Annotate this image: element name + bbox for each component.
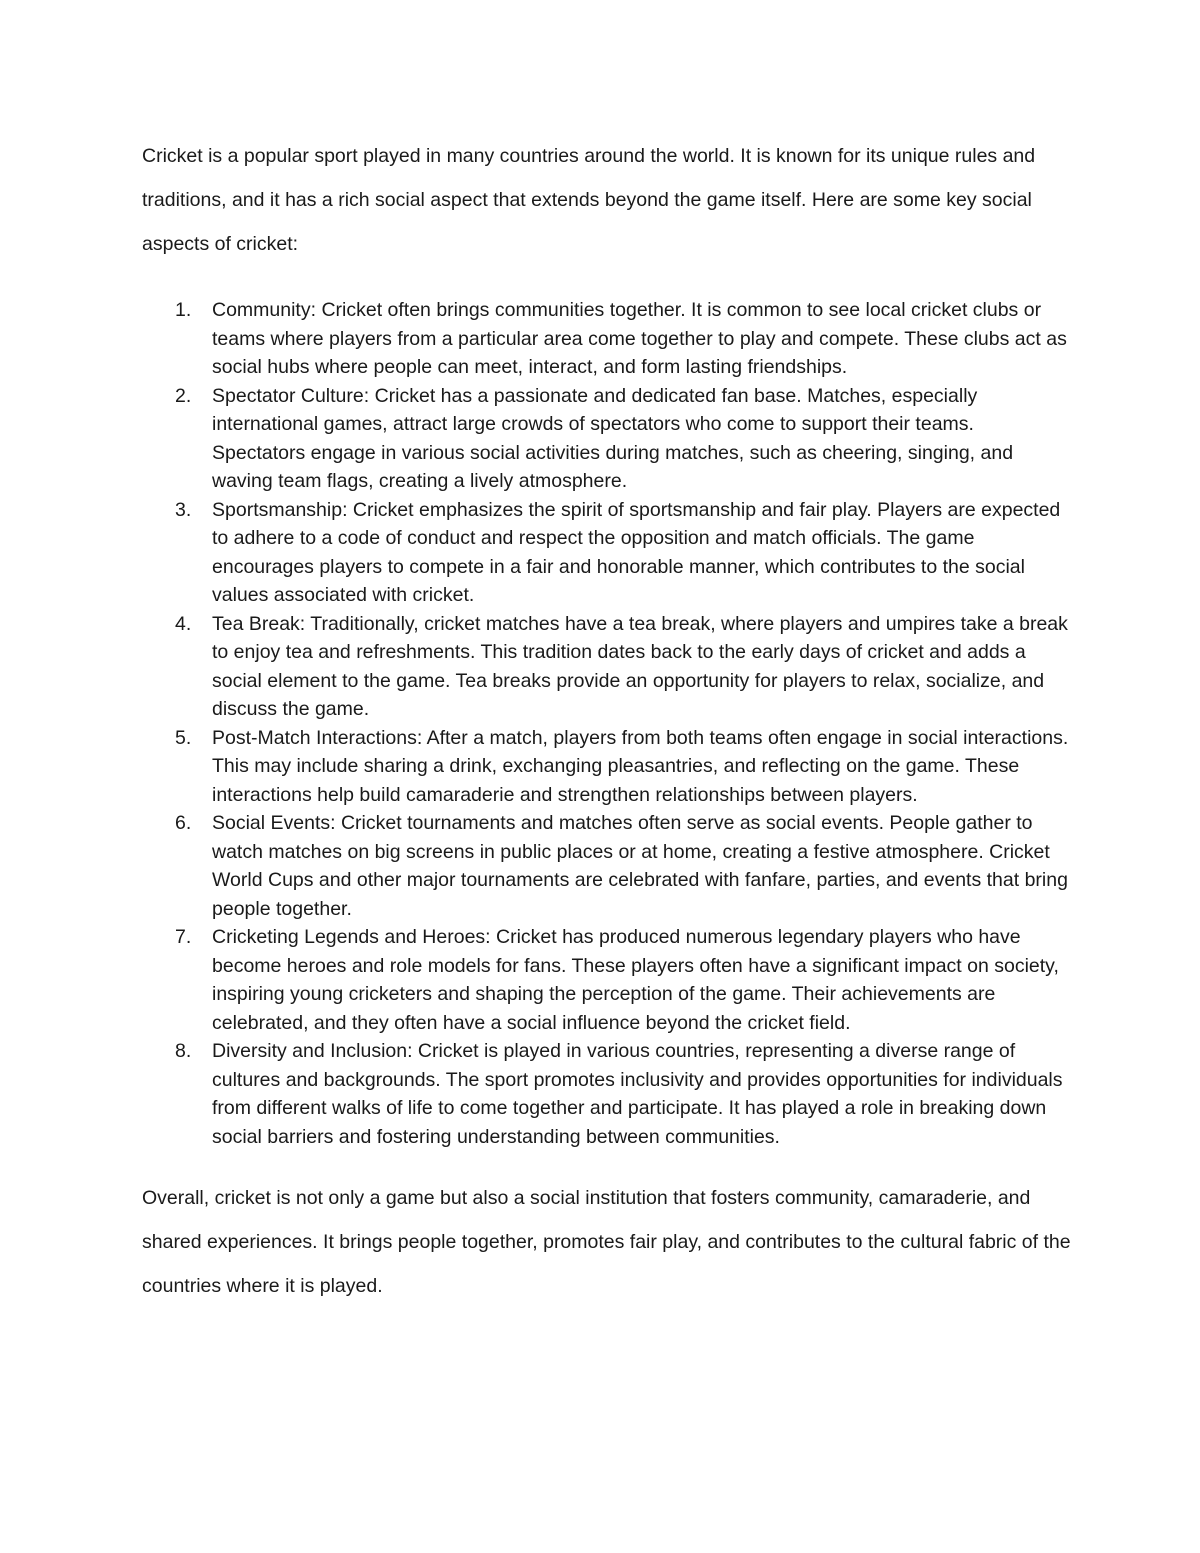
list-item: Spectator Culture: Cricket has a passionate and dedicated fan base. Matches, especially international games, attract large crowds of spectators who come to support their teams. Spectators engage in various social activities during matches, such as cheering, singing, and waving team flags, creating a lively atmosphere.: [212, 384, 1014, 492]
list-item: Tea Break: Traditionally, cricket matches have a tea break, where players and umpires take a break to enjoy tea and refreshments. This tradition dates back to the early days of cricket and adds a social element to the game. Tea breaks provide an opportunity for players to relax, socialize, and discuss the game.: [212, 612, 1068, 720]
intro-paragraph: Cricket is a popular sport played in many countries around the world. It is known for its unique rules and traditions, and it has a rich social aspect that extends beyond the game itself. Here are some key social aspects of cricket:: [142, 145, 1036, 255]
social-aspects-list: [142, 296, 1072, 1151]
list-item: Community: Cricket often brings communities together. It is common to see local cricket clubs or teams where players from a particular area come together to play and compete. These clubs act as social hubs where people can meet, interact, and form lasting friendships.: [212, 299, 1067, 378]
list-item: Diversity and Inclusion: Cricket is played in various countries, representing a diverse range of cultures and backgrounds. The sport promotes inclusivity and provides opportunities for individuals from different walks of life to come together and participate. It has played a role in breaking down social barriers and fostering understanding between communities.: [212, 1040, 1063, 1148]
document-body: [142, 134, 1072, 1308]
conclusion-paragraph: Overall, cricket is not only a game but also a social institution that fosters community, camaraderie, and shared experiences. It brings people together, promotes fair play, and contributes to the cultural fabric of the countries where it is played.: [142, 1187, 1071, 1297]
list-item: Post-Match Interactions: After a match, players from both teams often engage in social interactions. This may include sharing a drink, exchanging pleasantries, and reflecting on the game. These interactions help build camaraderie and strengthen relationships between players.: [212, 726, 1069, 806]
list-item: Sportsmanship: Cricket emphasizes the spirit of sportsmanship and fair play. Players are expected to adhere to a code of conduct and respect the opposition and match officials. The game encourages players to compete in a fair and honorable manner, which contributes to the social values associated with cricket.: [212, 498, 1061, 606]
list-item: Social Events: Cricket tournaments and matches often serve as social events. People gather to watch matches on big screens in public places or at home, creating a festive atmosphere. Cricket World Cups and other major tournaments are celebrated with fanfare, parties, and events that bring people together.: [212, 812, 1068, 920]
list-item: Cricketing Legends and Heroes: Cricket has produced numerous legendary players who have become heroes and role models for fans. These players often have a significant impact on society, inspiring young cricketers and shaping the perception of the game. Their achievements are celebrated, and they often have a social influence beyond the cricket field.: [212, 926, 1059, 1034]
